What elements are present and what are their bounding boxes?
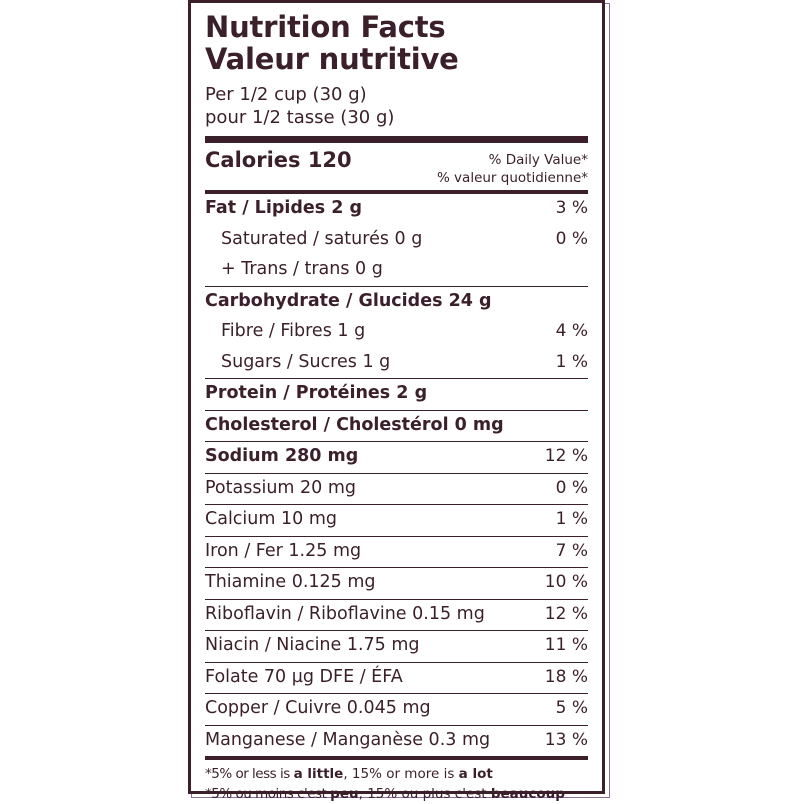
nutrient-label: Copper / Cuivre 0.045 mg bbox=[205, 698, 431, 719]
nutrient-row bbox=[205, 568, 588, 599]
daily-value-header bbox=[437, 148, 588, 187]
nutrient-label: Iron / Fer 1.25 mg bbox=[205, 540, 362, 561]
nutrient-daily-value: 1 % bbox=[555, 351, 588, 372]
footnote-en bbox=[205, 765, 588, 785]
nutrient-label: + Trans / trans 0 g bbox=[221, 259, 383, 280]
nutrient-label: Folate 70 µg DFE / ÉFA bbox=[205, 666, 403, 687]
nutrient-row bbox=[205, 663, 588, 694]
nutrient-row bbox=[205, 287, 588, 318]
panel-title-en: Nutrition Facts bbox=[205, 10, 446, 44]
nutrient-row bbox=[205, 474, 588, 505]
nutrient-label: Sugars / Sucres 1 g bbox=[221, 351, 391, 372]
footnote-fr-part2: , 15% ou plus c'est bbox=[358, 785, 491, 802]
nutrition-facts-panel bbox=[188, 0, 605, 802]
nutrient-label: Cholesterol / Cholestérol 0 mg bbox=[205, 414, 504, 435]
nutrient-daily-value: 12 % bbox=[544, 446, 588, 467]
nutrient-label: Calcium 10 mg bbox=[205, 509, 337, 530]
nutrient-row bbox=[205, 631, 588, 662]
nutrient-daily-value: 1 % bbox=[555, 509, 588, 530]
nutrient-row bbox=[205, 348, 588, 379]
nutrient-daily-value: 12 % bbox=[544, 603, 588, 624]
footnote-fr bbox=[205, 785, 588, 804]
nutrient-label: Riboflavin / Riboflavine 0.15 mg bbox=[205, 603, 485, 624]
footnote-en-part2: , 15% or more is bbox=[343, 766, 459, 783]
nutrient-label: Manganese / Manganèse 0.3 mg bbox=[205, 729, 491, 750]
footnote bbox=[205, 760, 588, 804]
nutrient-row bbox=[205, 317, 588, 348]
nutrient-label: Sodium 280 mg bbox=[205, 446, 359, 467]
nutrient-row bbox=[205, 411, 588, 442]
nutrient-row bbox=[205, 505, 588, 536]
nutrient-row bbox=[205, 600, 588, 631]
nutrient-label: Potassium 20 mg bbox=[205, 477, 357, 498]
daily-value-en: % Daily Value* bbox=[488, 152, 588, 168]
nutrient-daily-value: 3 % bbox=[555, 198, 588, 219]
nutrient-daily-value: 7 % bbox=[555, 540, 588, 561]
footnote-fr-bold1: peu bbox=[330, 785, 359, 802]
nutrient-label: Niacin / Niacine 1.75 mg bbox=[205, 635, 420, 656]
nutrient-row bbox=[205, 694, 588, 725]
footnote-en-bold2: a lot bbox=[458, 766, 493, 783]
nutrient-daily-value: 0 % bbox=[555, 477, 588, 498]
footnote-en-bold1: a little bbox=[293, 766, 344, 783]
serving-size-fr: pour 1/2 tasse (30 g) bbox=[205, 106, 395, 128]
nutrient-row bbox=[205, 255, 588, 286]
nutrient-row bbox=[205, 442, 588, 473]
calories-row bbox=[205, 143, 588, 190]
nutrient-row bbox=[205, 537, 588, 568]
divider-thick-top bbox=[205, 136, 588, 143]
nutrient-row bbox=[205, 379, 588, 410]
nutrient-daily-value: 10 % bbox=[544, 572, 588, 593]
nutrient-rows bbox=[205, 194, 588, 756]
nutrient-daily-value: 18 % bbox=[544, 666, 588, 687]
nutrient-row bbox=[205, 194, 588, 225]
daily-value-fr: % valeur quotidienne* bbox=[436, 169, 588, 186]
calories-label: Calories 120 bbox=[205, 148, 352, 172]
nutrient-label: Fat / Lipides 2 g bbox=[205, 198, 363, 219]
footnote-en-part1: *5% or less is bbox=[205, 766, 294, 783]
nutrient-daily-value: 5 % bbox=[555, 698, 588, 719]
nutrient-daily-value: 4 % bbox=[555, 321, 588, 342]
nutrient-label: Carbohydrate / Glucides 24 g bbox=[205, 290, 492, 311]
footnote-fr-part1: *5% ou moins c'est bbox=[205, 785, 331, 802]
nutrient-label: Saturated / saturés 0 g bbox=[221, 228, 423, 249]
serving-size-en: Per 1/2 cup (30 g) bbox=[205, 83, 367, 105]
nutrient-label: Protein / Protéines 2 g bbox=[205, 383, 428, 404]
panel-title-fr: Valeur nutritive bbox=[205, 42, 459, 77]
nutrient-daily-value: 13 % bbox=[544, 729, 588, 750]
nutrient-daily-value: 0 % bbox=[555, 228, 588, 249]
nutrient-row bbox=[205, 225, 588, 256]
nutrient-row bbox=[205, 726, 588, 757]
nutrient-label: Thiamine 0.125 mg bbox=[205, 572, 376, 593]
footnote-fr-bold2: beaucoup bbox=[490, 785, 565, 802]
nutrient-daily-value: 11 % bbox=[544, 635, 588, 656]
nutrient-label: Fibre / Fibres 1 g bbox=[221, 321, 366, 342]
